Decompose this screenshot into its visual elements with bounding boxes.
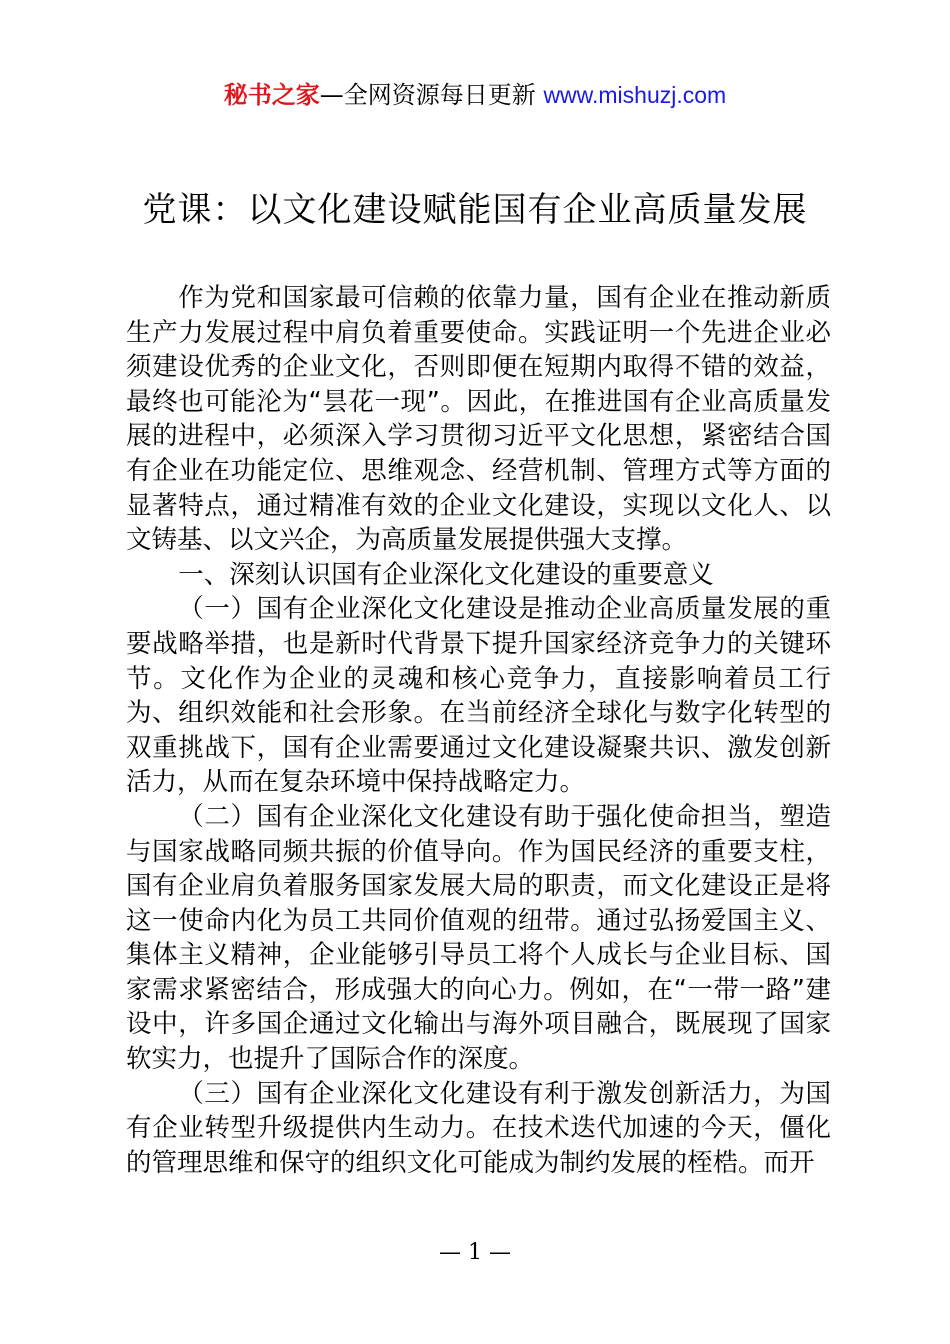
document-body [126,281,831,1180]
body-paragraph-2: （二）国有企业深化文化建设有助于强化使命担当，塑造与国家战略同频共振的价值导向。作为国民经济的重要支柱，国有企业肩负着服务国家发展大局的职责，而文化建设正是将这一使命内化为员工共同价值观的纽带。通过弘扬爱国主义、集体主义精神，企业能够引导员工将个人成长与企业目标、国家需求紧密结合，形成强大的向心力。例如，在“一带一路”建设中，许多国企通过文化输出与海外项目融合，既展现了国家软实力，也提升了国际合作的深度。 [126,801,831,1075]
intro-paragraph: 作为党和国家最可信赖的依靠力量，国有企业在推动新质生产力发展过程中肩负着重要使命。实践证明一个先进企业必须建设优秀的企业文化，否则即便在短期内取得不错的效益，最终也可能沦为“昙花一现”。因此，在推进国有企业高质量发展的进程中，必须深入学习贯彻习近平文化思想，紧密结合国有企业在功能定位、思维观念、经营机制、管理方式等方面的显著特点，通过精准有效的企业文化建设，实现以文化人、以文铸基、以文兴企，为高质量发展提供强大支撑。 [126,283,831,556]
site-banner [0,78,950,112]
brand-name: 秘书之家 [223,81,320,109]
body-paragraph-3: （三）国有企业深化文化建设有利于激发创新活力，为国有企业转型升级提供内生动力。在技术迭代加速的今天，僵化的管理思维和保守的组织文化可能成为制约发展的桎梏。而开 [126,1078,831,1178]
banner-slogan: —全网资源每日更新 [319,81,544,109]
site-url-link[interactable]: www.mishuzj.com [543,82,727,108]
document-title: 党课：以文化建设赋能国有企业高质量发展 [142,190,808,230]
body-paragraph-1: （一）国有企业深化文化建设是推动企业高质量发展的重要战略举措，也是新时代背景下提升国家经济竞争力的关键环节。文化作为企业的灵魂和核心竞争力，直接影响着员工行为、组织效能和社会形象。在当前经济全球化与数字化转型的双重挑战下，国有企业需要通过文化建设凝聚共识、激发创新活力，从而在复杂环境中保持战略定力。 [126,594,831,798]
section-heading-1: 一、深刻认识国有企业深化文化建设的重要意义 [178,559,714,590]
page-number: — 1 — [439,1240,511,1265]
